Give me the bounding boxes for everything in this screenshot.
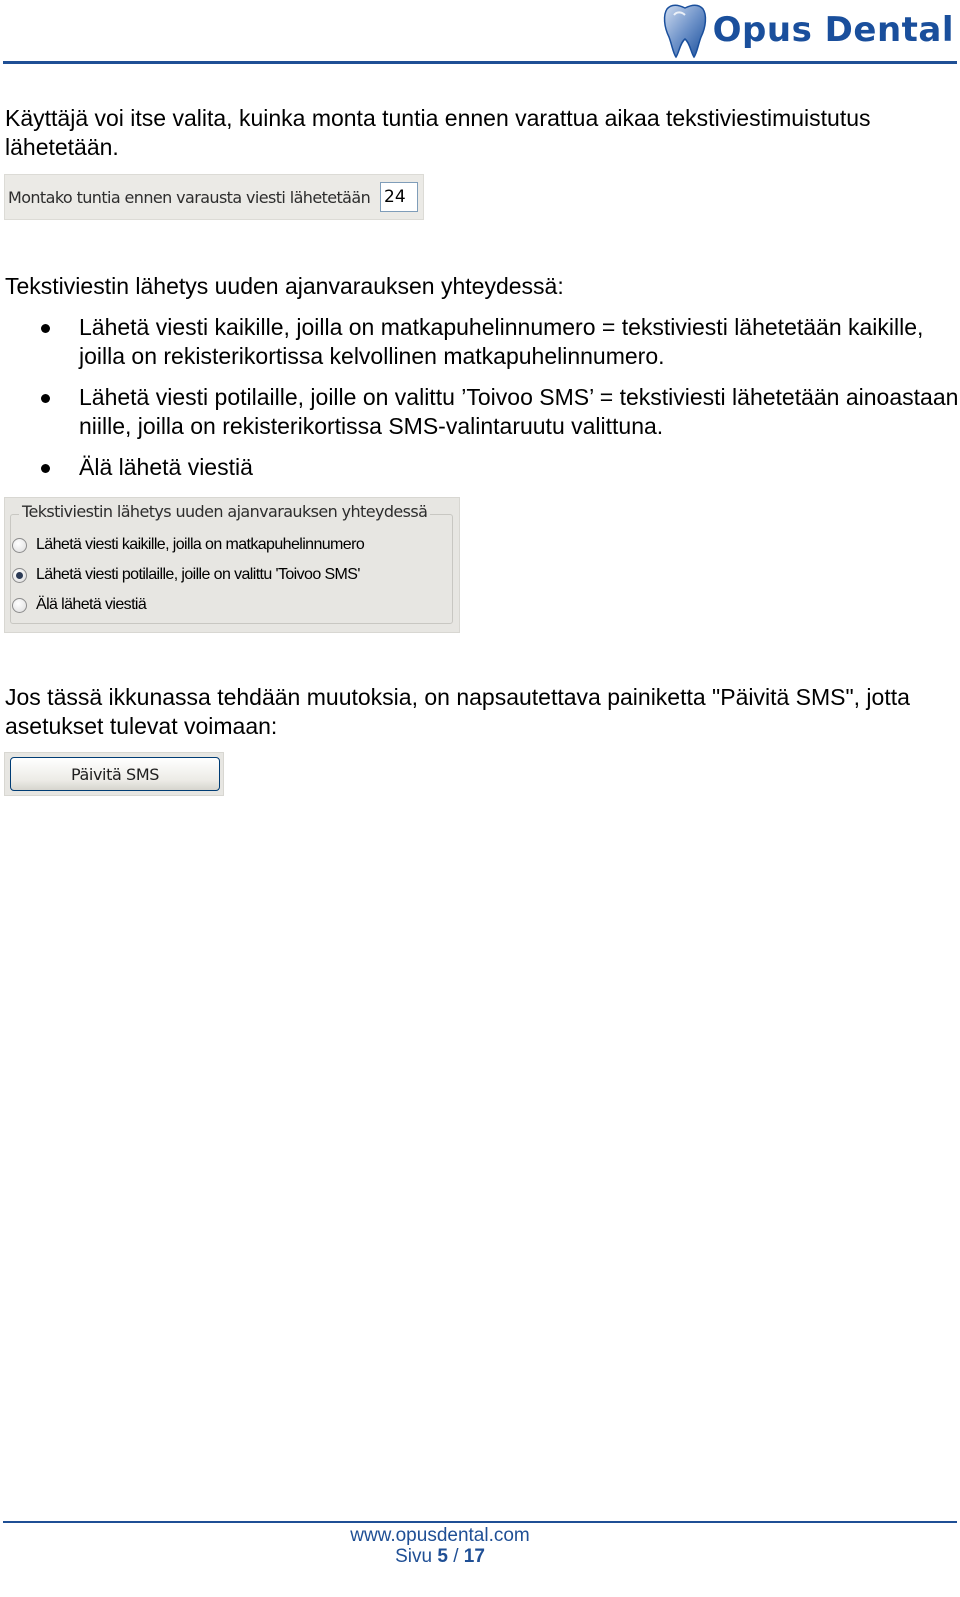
hours-setting-screenshot <box>4 174 424 220</box>
page-footer <box>0 1525 880 1567</box>
update-button-screenshot <box>4 752 224 796</box>
group-legend: Tekstiviestin lähetys uuden ajanvarauksen yhteydessä <box>19 502 430 521</box>
page-total: 17 <box>463 1546 485 1567</box>
page-prefix: Sivu <box>395 1546 433 1567</box>
radio-button-checked-icon[interactable] <box>12 568 27 583</box>
footer-website[interactable]: www.opusdental.com <box>350 1525 530 1546</box>
radio-send-opted-in[interactable] <box>12 564 360 586</box>
list-item-text: Lähetä viesti kaikille, joilla on matkapuhelinnumero = tekstiviesti lähetetään kaikille, joilla on rekisterikortissa kelvollinen matkapuhelinnumero. <box>79 314 924 369</box>
list-item-text: Lähetä viesti potilaille, joille on valittu ’Toivoo SMS’ = tekstiviesti lähetetään ainoastaan niille, joilla on rekisterikortissa SMS-valintaruutu valittuna. <box>79 384 959 439</box>
bullet-icon <box>41 394 50 403</box>
footer-divider <box>3 1521 957 1523</box>
bullet-icon <box>41 324 50 333</box>
list-item <box>0 453 960 482</box>
header-divider <box>3 61 957 64</box>
list-item-text: Älä lähetä viestiä <box>79 454 253 480</box>
radio-button-icon[interactable] <box>12 598 27 613</box>
radio-label: Älä lähetä viestiä <box>36 596 147 613</box>
list-item <box>0 383 960 441</box>
sms-options-list <box>0 313 960 494</box>
hours-setting-label: Montako tuntia ennen varausta viesti lähetetään <box>8 188 371 207</box>
tooth-icon <box>661 1 709 59</box>
page-number <box>0 1546 880 1567</box>
radio-label: Lähetä viesti potilaille, joille on valittu 'Toivoo SMS' <box>36 566 360 583</box>
list-item <box>0 313 960 371</box>
page-header <box>0 0 960 66</box>
radio-send-all[interactable] <box>12 534 364 556</box>
update-sms-button[interactable]: Päivitä SMS <box>10 757 220 791</box>
page-separator: / <box>453 1546 459 1567</box>
brand-logo <box>661 0 954 60</box>
radio-button-icon[interactable] <box>12 538 27 553</box>
update-note: Jos tässä ikkunassa tehdään muutoksia, on napsautettava painiketta "Päivitä SMS", jotta asetukset tulevat voimaan: <box>5 684 910 739</box>
radio-do-not-send[interactable] <box>12 594 146 616</box>
hours-input[interactable]: 24 <box>380 182 418 212</box>
radio-label: Lähetä viesti kaikille, joilla on matkapuhelinnumero <box>36 536 365 553</box>
bullet-icon <box>41 464 50 473</box>
page-current: 5 <box>437 1546 448 1567</box>
intro-paragraph: Käyttäjä voi itse valita, kuinka monta tuntia ennen varattua aikaa tekstiviestimuistutus lähetetään. <box>5 105 871 160</box>
brand-name: Opus Dental <box>712 10 954 50</box>
new-booking-heading: Tekstiviestin lähetys uuden ajanvarauksen yhteydessä: <box>5 273 564 299</box>
